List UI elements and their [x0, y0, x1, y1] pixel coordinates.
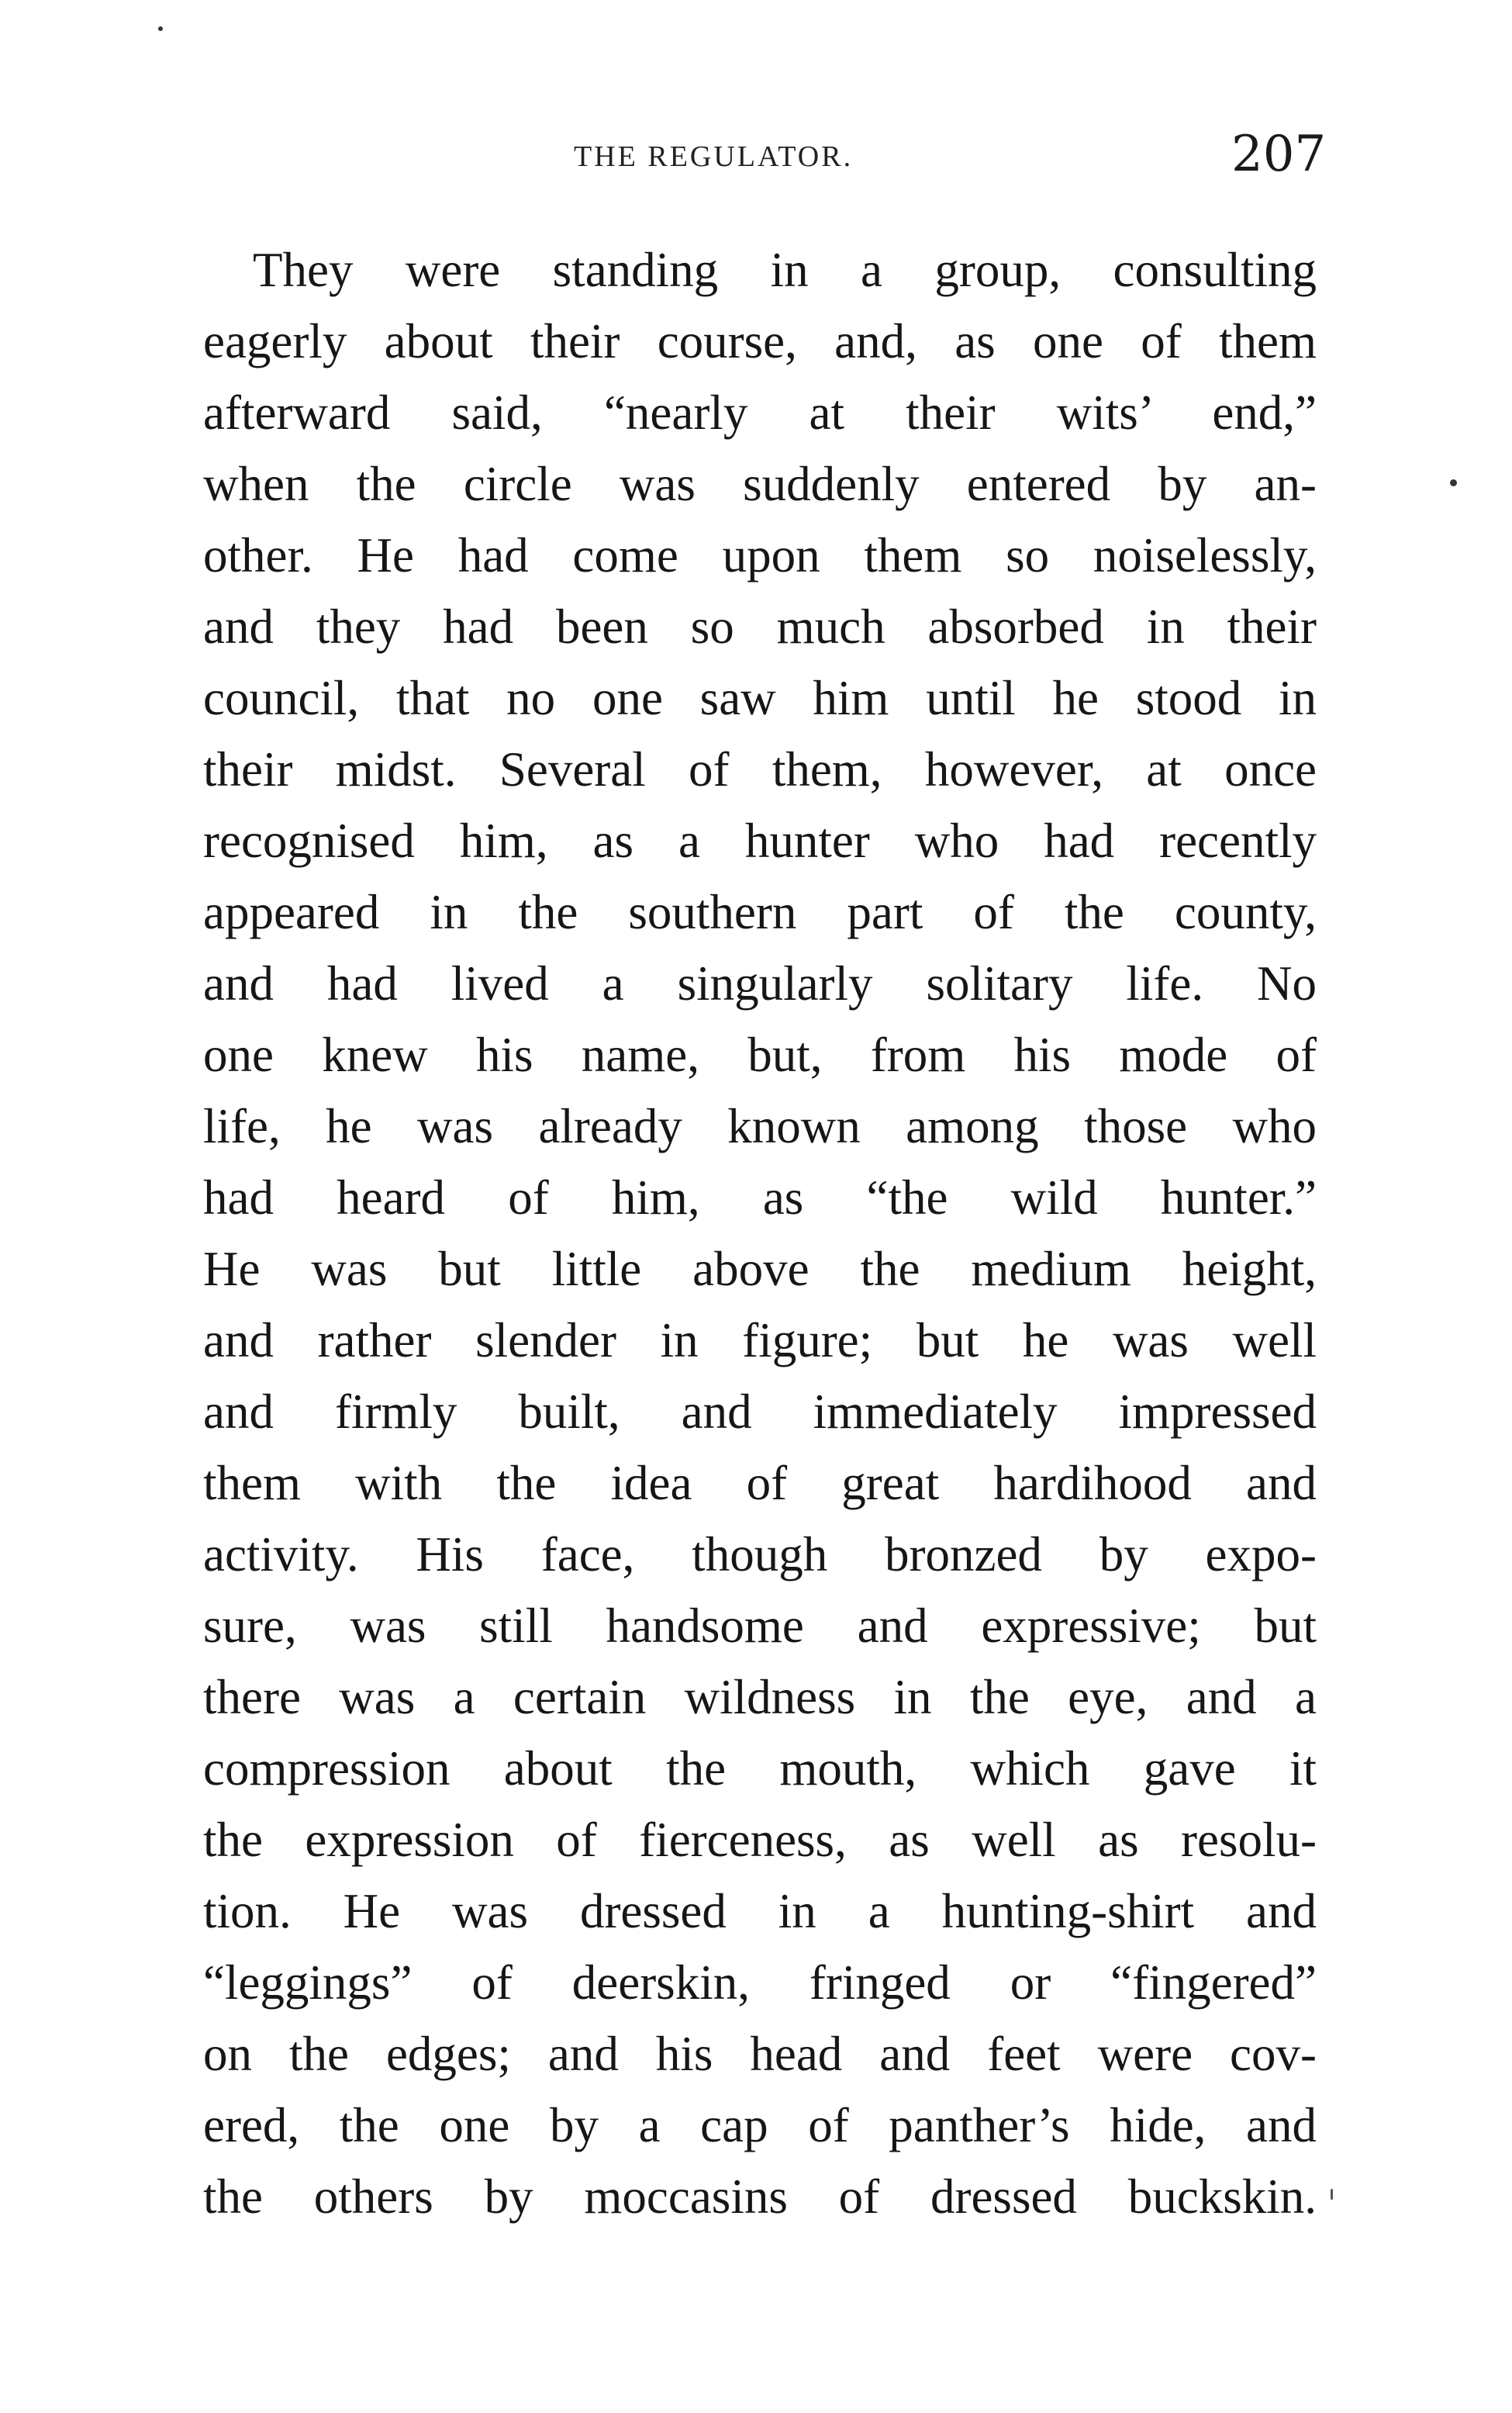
text-line: appeared in the southern part of the county,: [203, 885, 1317, 939]
text-line: the others by moccasins of dressed buckskin.: [203, 2169, 1317, 2224]
text-line: life, he was already known among those who: [203, 1099, 1317, 1153]
text-line: They were standing in a group, consulting: [253, 243, 1317, 297]
text-line: ered, the one by a cap of panther’s hide, and: [203, 2098, 1317, 2152]
text-line: there was a certain wildness in the eye, and a: [203, 1670, 1317, 1724]
text-line: activity. His face, though bronzed by expo-: [203, 1527, 1317, 1582]
scan-speck: [1331, 2189, 1333, 2200]
text-line: council, that no one saw him until he stood in: [203, 671, 1317, 725]
page-number: 207: [1231, 126, 1327, 183]
text-line: afterward said, “nearly at their wits’ end,”: [203, 385, 1317, 440]
text-line: eagerly about their course, and, as one of them: [203, 314, 1317, 368]
text-line: the expression of fierceness, as well as resolu-: [203, 1813, 1317, 1867]
text-line: and firmly built, and immediately impressed: [203, 1385, 1317, 1439]
text-line: and had lived a singularly solitary life. No: [203, 956, 1317, 1011]
running-head: THE REGULATOR.: [574, 140, 854, 173]
text-line: recognised him, as a hunter who had recently: [203, 814, 1317, 868]
text-line: sure, was still handsome and expressive; but: [203, 1599, 1317, 1653]
text-line: “leggings” of deerskin, fringed or “fingered”: [203, 1955, 1317, 2010]
text-line: other. He had come upon them so noiselessly,: [203, 528, 1317, 583]
text-line: compression about the mouth, which gave it: [203, 1741, 1317, 1796]
text-line: tion. He was dressed in a hunting-shirt and: [203, 1884, 1317, 1938]
text-line: He was but little above the medium height,: [203, 1242, 1317, 1296]
text-line: on the edges; and his head and feet were cov-: [203, 2027, 1317, 2081]
scan-speck: [158, 26, 163, 31]
scan-speck: [1450, 479, 1457, 486]
text-line: and they had been so much absorbed in their: [203, 600, 1317, 654]
text-line: had heard of him, as “the wild hunter.”: [203, 1170, 1317, 1225]
text-line: their midst. Several of them, however, at once: [203, 742, 1317, 797]
text-line: one knew his name, but, from his mode of: [203, 1028, 1317, 1082]
text-line: when the circle was suddenly entered by an-: [203, 457, 1317, 511]
text-line: and rather slender in figure; but he was well: [203, 1313, 1317, 1367]
text-line: them with the idea of great hardihood and: [203, 1456, 1317, 1510]
body-text: [203, 234, 1317, 2232]
